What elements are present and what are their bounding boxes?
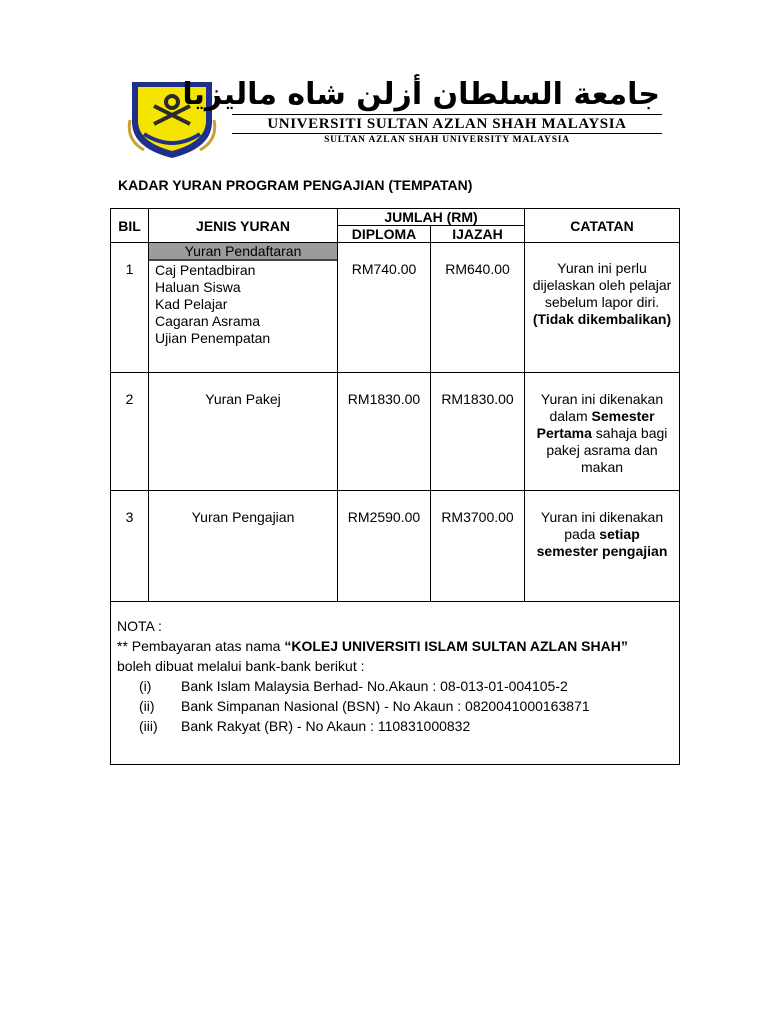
diploma-amount: RM2590.00 xyxy=(338,491,431,602)
table-row xyxy=(111,373,680,491)
catatan-emphasis: (Tidak dikembalikan) xyxy=(532,311,672,327)
bank-detail: Bank Islam Malaysia Berhad- No.Akaun : 08-013-01-004105-2 xyxy=(181,678,568,694)
fee-type-cell: Yuran Pengajian xyxy=(149,491,338,602)
list-item xyxy=(117,676,679,696)
catatan-cell xyxy=(525,373,680,491)
catatan-line: dijelaskan oleh pelajar xyxy=(532,277,672,293)
catatan-line: Yuran ini perlu xyxy=(557,260,647,276)
arabic-university-name: جامعة السلطان أزلن شاه ماليزيا xyxy=(182,77,660,112)
bank-detail: Bank Simpanan Nasional (BSN) - No Akaun : 0820041000163871 xyxy=(181,698,590,714)
list-item xyxy=(117,716,679,736)
nota-label: NOTA : xyxy=(117,618,162,634)
catatan-line: sebelum lapor diri. xyxy=(544,294,660,310)
header-jenis-yuran: JENIS YURAN xyxy=(149,209,338,243)
header-bil: BIL xyxy=(111,209,149,243)
diploma-amount: RM1830.00 xyxy=(338,373,431,491)
list-item: Caj Pentadbiran xyxy=(155,262,256,278)
fee-item-list xyxy=(149,261,337,347)
header-rule-top xyxy=(232,114,662,115)
nota-text: ** Pembayaran atas nama xyxy=(117,638,285,654)
list-item: Kad Pelajar xyxy=(155,296,228,312)
nota-cell xyxy=(111,602,680,765)
bank-numeral: (i) xyxy=(139,678,152,694)
list-item: Cagaran Asrama xyxy=(155,313,261,329)
bank-numeral: (iii) xyxy=(139,718,158,734)
catatan-line: Yuran ini dikenakan xyxy=(540,509,664,525)
bank-numeral: (ii) xyxy=(139,698,155,714)
catatan-emphasis: Pertama xyxy=(536,425,592,441)
fee-type-cell: Yuran Pakej xyxy=(149,373,338,491)
catatan-cell xyxy=(525,243,680,373)
catatan-emphasis: setiap xyxy=(599,526,640,542)
header-rule-middle xyxy=(232,133,662,134)
catatan-text: pada xyxy=(564,526,600,542)
payee-name: “KOLEJ UNIVERSITI ISLAM SULTAN AZLAN SHAH” xyxy=(284,638,628,654)
catatan-emphasis: Semester xyxy=(591,408,655,424)
catatan-cell xyxy=(525,491,680,602)
registration-fee-header: Yuran Pendaftaran xyxy=(149,243,337,261)
university-subtitle: SULTAN AZLAN SHAH UNIVERSITY MALAYSIA xyxy=(324,135,570,145)
fee-type-cell xyxy=(149,243,338,373)
catatan-line: pakej asrama dan xyxy=(546,442,658,458)
row-number: 3 xyxy=(111,491,149,602)
table-row xyxy=(111,491,680,602)
letterhead xyxy=(118,72,662,162)
catatan-text: sahaja bagi xyxy=(591,425,668,441)
catatan-text: dalam xyxy=(549,408,592,424)
ijazah-amount: RM1830.00 xyxy=(431,373,525,491)
university-name: UNIVERSITI SULTAN AZLAN SHAH MALAYSIA xyxy=(267,116,627,132)
ijazah-amount: RM3700.00 xyxy=(431,491,525,602)
nota-row xyxy=(111,602,680,765)
header-jumlah: JUMLAH (RM) xyxy=(338,209,525,226)
header-diploma: DIPLOMA xyxy=(338,226,431,243)
document-title: KADAR YURAN PROGRAM PENGAJIAN (TEMPATAN) xyxy=(118,177,473,193)
catatan-line: Yuran ini dikenakan xyxy=(540,391,664,407)
list-item: Ujian Penempatan xyxy=(155,330,271,346)
fee-table xyxy=(110,208,680,765)
list-item xyxy=(117,696,679,716)
catatan-line: makan xyxy=(581,459,624,475)
table-row xyxy=(111,243,680,373)
ijazah-amount: RM640.00 xyxy=(431,243,525,373)
nota-payment-line xyxy=(117,636,679,656)
catatan-emphasis: semester pengajian xyxy=(536,543,668,559)
row-number: 2 xyxy=(111,373,149,491)
nota-bank-intro: boleh dibuat melalui bank-bank berikut : xyxy=(117,658,365,674)
diploma-amount: RM740.00 xyxy=(338,243,431,373)
header-ijazah: IJAZAH xyxy=(431,226,525,243)
list-item: Haluan Siswa xyxy=(155,279,241,295)
bank-detail: Bank Rakyat (BR) - No Akaun : 110831000832 xyxy=(181,718,471,734)
row-number: 1 xyxy=(111,243,149,373)
header-catatan: CATATAN xyxy=(525,209,680,243)
